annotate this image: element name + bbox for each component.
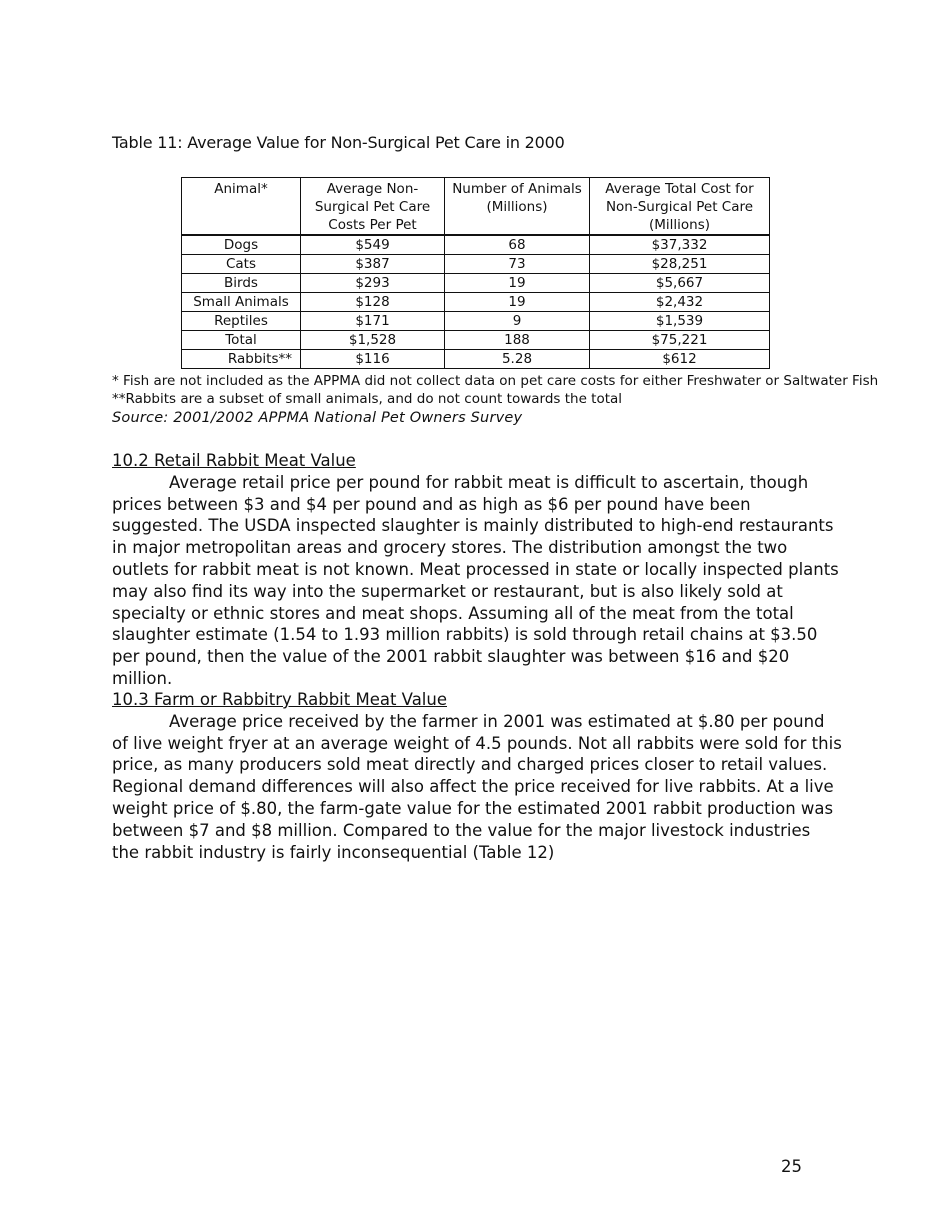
table-row (182, 255, 770, 274)
cost-per-pet-cell: $549 (301, 235, 445, 255)
header-number-of-animals: Number of Animals (Millions) (445, 178, 590, 236)
fish-footnote: * Fish are not included as the APPMA did not collect data on pet care costs for either Freshwater or Saltwater Fish (112, 373, 879, 389)
animal-count-cell: 188 (445, 331, 590, 350)
total-cost-cell: $2,432 (590, 293, 770, 312)
animal-count-cell: 19 (445, 293, 590, 312)
total-cost-cell: $612 (590, 350, 770, 369)
section-paragraph: Average retail price per pound for rabbit meat is difficult to ascertain, though prices between $3 and $4 per pound and as high as $6 per pound have been suggested. The USDA inspected slaughter is mainly distributed to high-end restaurants in major metropolitan areas and grocery stores. The distribution amongst the two outlets for rabbit meat is not known. Meat processed in state or locally inspected plants may also find its way into the supermarket or restaurant, but is also likely sold at specialty or ethnic stores and meat shops. Assuming all of the meat from the total slaughter estimate (1.54 to 1.93 million rabbits) is sold through retail chains at $3.50 per pound, then the value of the 2001 rabbit slaughter was between $16 and $20 million. (112, 472, 839, 688)
table-row-rabbits (182, 350, 770, 369)
cost-per-pet-cell: $293 (301, 274, 445, 293)
table-notes (112, 372, 878, 427)
header-avg-cost-per-pet: Average Non-Surgical Pet Care Costs Per Pet (301, 178, 445, 236)
cost-per-pet-cell: $116 (301, 350, 445, 369)
section-heading: 10.3 Farm or Rabbitry Rabbit Meat Value (112, 690, 447, 709)
header-animal: Animal* (182, 178, 301, 236)
animal-cell: Rabbits** (182, 350, 301, 369)
animal-count-cell: 73 (445, 255, 590, 274)
cost-per-pet-cell: $171 (301, 312, 445, 331)
animal-cell: Dogs (182, 235, 301, 255)
animal-count-cell: 5.28 (445, 350, 590, 369)
table-row (182, 274, 770, 293)
total-cost-cell: $28,251 (590, 255, 770, 274)
total-cost-cell: $1,539 (590, 312, 770, 331)
rabbits-footnote: **Rabbits are a subset of small animals, and do not count towards the total (112, 391, 623, 407)
pet-care-cost-table (181, 177, 770, 369)
total-cost-cell: $75,221 (590, 331, 770, 350)
animal-count-cell: 68 (445, 235, 590, 255)
cost-per-pet-cell: $128 (301, 293, 445, 312)
animal-count-cell: 19 (445, 274, 590, 293)
total-cost-cell: $5,667 (590, 274, 770, 293)
animal-cell: Birds (182, 274, 301, 293)
section-paragraph: Average price received by the farmer in 2001 was estimated at $.80 per pound of live weight fryer at an average weight of 4.5 pounds. Not all rabbits were sold for this price, as many producers sold meat directly and charged prices closer to retail values. Regional demand differences will also affect the price received for live rabbits. At a live weight price of $.80, the farm-gate value for the estimated 2001 rabbit production was between $7 and $8 million. Compared to the value for the major livestock industries the rabbit industry is fairly inconsequential (Table 12) (112, 711, 842, 862)
total-cost-cell: $37,332 (590, 235, 770, 255)
animal-cell: Small Animals (182, 293, 301, 312)
section-farm-rabbit-meat-value (112, 689, 842, 863)
cost-per-pet-cell: $1,528 (301, 331, 445, 350)
table-header-row (182, 178, 770, 236)
table-row (182, 312, 770, 331)
table-row (182, 293, 770, 312)
table-row-total (182, 331, 770, 350)
section-heading: 10.2 Retail Rabbit Meat Value (112, 451, 356, 470)
header-avg-total-cost: Average Total Cost for Non-Surgical Pet Care (Millions) (590, 178, 770, 236)
animal-count-cell: 9 (445, 312, 590, 331)
source-note: Source: 2001/2002 APPMA National Pet Owners Survey (112, 410, 523, 426)
animal-cell: Reptiles (182, 312, 301, 331)
animal-cell: Cats (182, 255, 301, 274)
table-row (182, 235, 770, 255)
animal-cell: Total (182, 331, 301, 350)
cost-per-pet-cell: $387 (301, 255, 445, 274)
table-caption: Table 11: Average Value for Non-Surgical Pet Care in 2000 (112, 133, 565, 152)
section-retail-rabbit-meat-value (112, 450, 842, 690)
page-number: 25 (781, 1157, 802, 1176)
